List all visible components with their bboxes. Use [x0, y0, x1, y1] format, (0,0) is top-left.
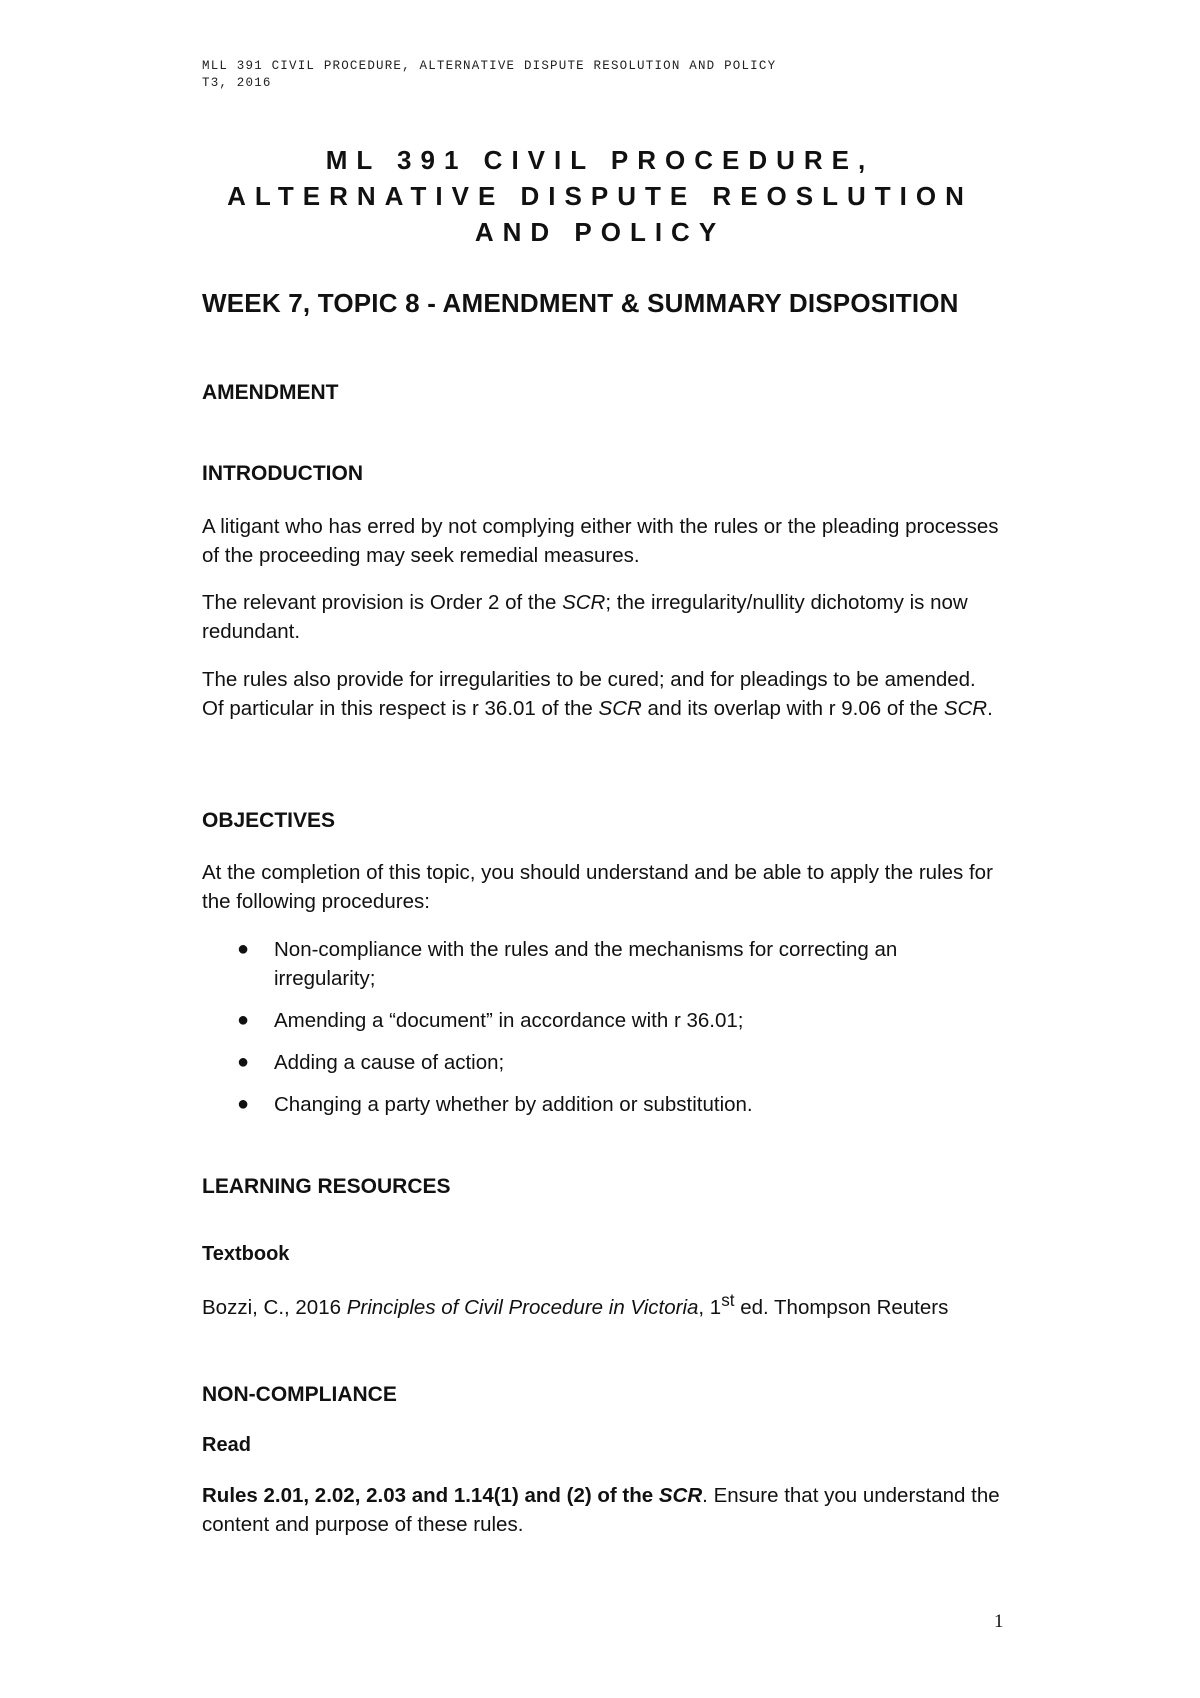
list-item-text: Changing a party whether by addition or substitution.	[274, 1093, 753, 1116]
objectives-intro: At the completion of this topic, you should understand and be able to apply the rules for the following procedures:	[202, 861, 993, 913]
para3-text-mid: and its overlap with r 9.06 of the	[641, 697, 944, 720]
introduction-paragraph-2	[202, 588, 1002, 646]
objectives-heading: OBJECTIVES	[202, 809, 336, 832]
para2-text-end: ; the irregularity/nullity dichotomy is now redundant.	[202, 591, 968, 643]
citation-author: Bozzi, C., 2016	[202, 1295, 347, 1319]
citation-ordinal: st	[721, 1291, 735, 1310]
page-number: 1	[994, 1611, 1004, 1632]
bullet-icon: ●	[237, 1009, 250, 1031]
running-header	[202, 58, 1002, 92]
para3-scr-1: SCR	[598, 697, 642, 720]
learning-resources-heading: LEARNING RESOURCES	[202, 1175, 451, 1198]
bullet-icon: ●	[237, 1093, 250, 1115]
list-item-text: Non-compliance with the rules and the mechanisms for correcting an irregularity;	[274, 938, 898, 990]
running-header-line2: T3, 2016	[202, 76, 272, 90]
rules-paragraph	[202, 1481, 1002, 1539]
para3-text: The rules also provide for irregularities to be cured; and for pleadings to be amended. Of particular in this respect is r 36.01 of the	[202, 668, 976, 720]
textbook-citation	[202, 1286, 1002, 1322]
para3-text-end: .	[987, 697, 993, 720]
para3-scr-2: SCR	[943, 697, 988, 720]
rules-instruction: . Ensure that you understand the content and purpose of these rules.	[202, 1484, 1000, 1536]
amendment-heading: AMENDMENT	[202, 381, 339, 404]
bullet-icon: ●	[237, 938, 250, 960]
week-heading: WEEK 7, TOPIC 8 - AMENDMENT & SUMMARY DISPOSITION	[202, 288, 959, 318]
para2-text: The relevant provision is Order 2 of the	[202, 591, 563, 614]
title-line3: AND POLICY	[474, 217, 726, 247]
title-line2: ALTERNATIVE DISPUTE REOSLUTION	[227, 181, 973, 211]
rules-list-text: Rules 2.01, 2.02, 2.03 and 1.14(1) and (2) of the	[202, 1484, 659, 1507]
list-item-text: Adding a cause of action;	[274, 1051, 505, 1074]
list-item	[202, 1048, 1002, 1077]
list-item	[202, 1090, 1002, 1119]
non-compliance-heading: NON-COMPLIANCE	[202, 1383, 397, 1406]
introduction-paragraph-3	[202, 665, 1002, 723]
citation-title: Principles of Civil Procedure in Victoria	[346, 1295, 699, 1319]
list-item	[202, 1006, 1002, 1035]
rules-scr: SCR	[658, 1484, 703, 1507]
objectives-list	[202, 935, 1002, 1119]
introduction-paragraph-1: A litigant who has erred by not complying either with the rules or the pleading processes of the proceeding may seek remedial measures.	[202, 515, 999, 567]
citation-edition: , 1	[698, 1295, 722, 1319]
list-item-text: Amending a “document” in accordance with r 36.01;	[274, 1009, 744, 1032]
citation-publisher: ed. Thompson Reuters	[734, 1295, 949, 1319]
bullet-icon: ●	[237, 1051, 250, 1073]
running-header-line1: MLL 391 CIVIL PROCEDURE, ALTERNATIVE DISPUTE RESOLUTION AND POLICY	[202, 59, 777, 73]
textbook-label: Textbook	[202, 1243, 290, 1265]
list-item	[202, 935, 1002, 993]
para2-scr: SCR	[562, 591, 606, 614]
introduction-heading: INTRODUCTION	[202, 462, 363, 485]
document-title	[0, 142, 1200, 250]
title-line1: ML 391 CIVIL PROCEDURE,	[325, 145, 875, 175]
read-label: Read	[202, 1434, 251, 1456]
